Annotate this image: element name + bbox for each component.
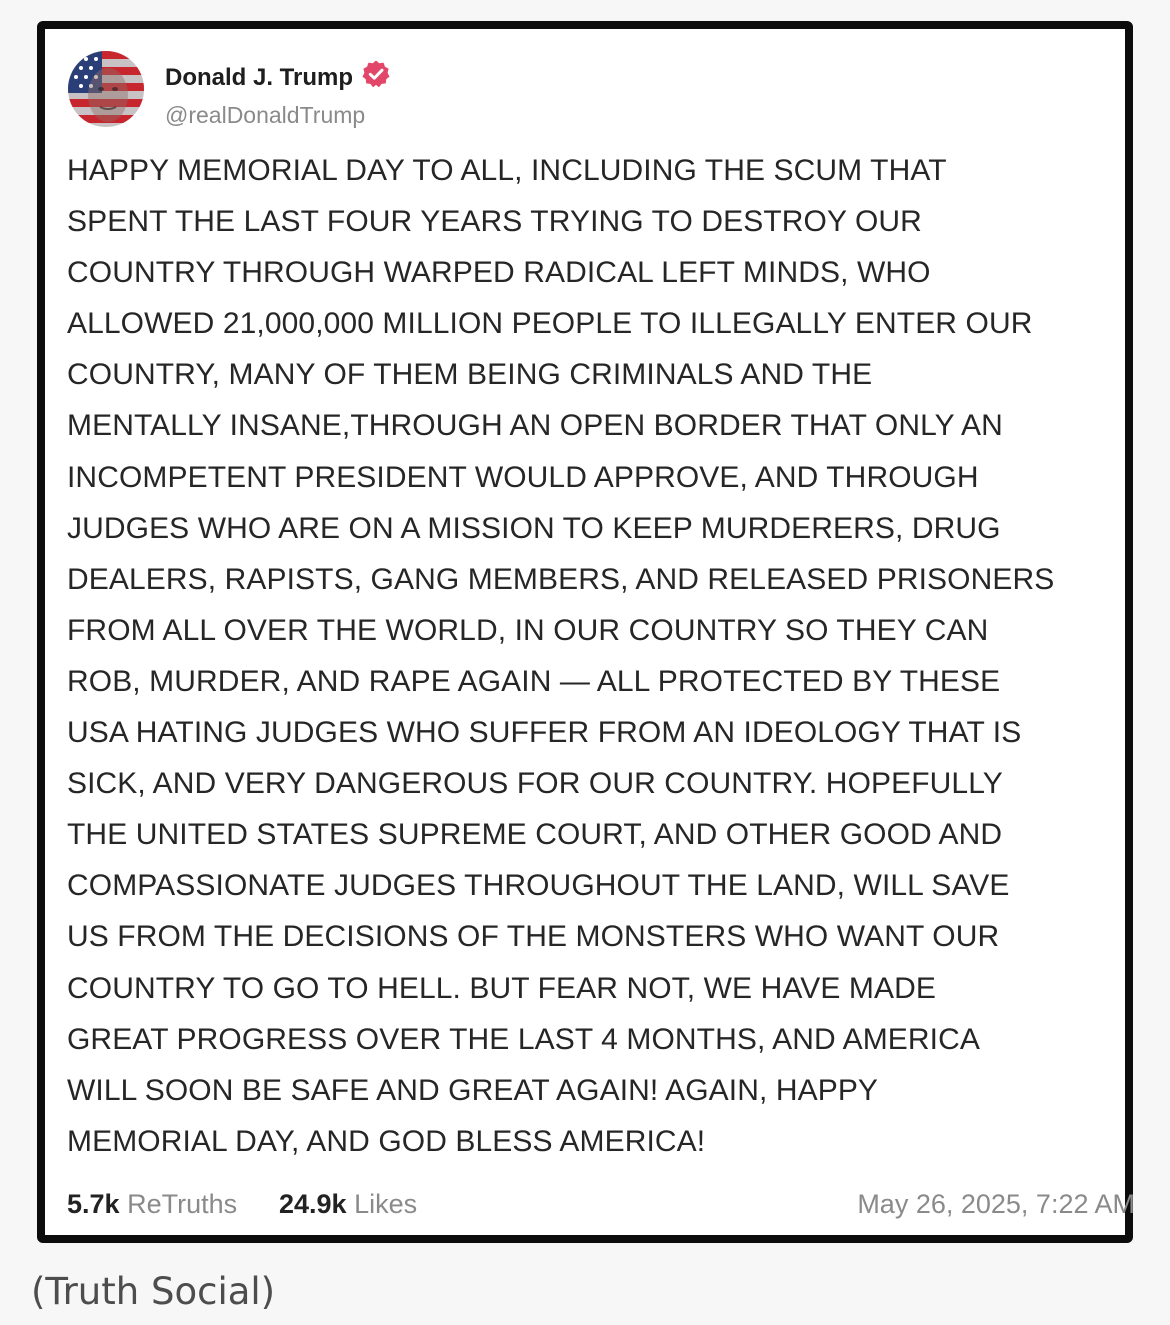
post-body-line: ROB, MURDER, AND RAPE AGAIN — ALL PROTECTED BY THESE: [67, 664, 1001, 698]
likes-stat[interactable]: [279, 1189, 417, 1220]
retruths-label: ReTruths: [127, 1189, 238, 1219]
post-body-line: ALLOWED 21,000,000 MILLION PEOPLE TO ILLEGALLY ENTER OUR: [67, 307, 1033, 341]
post-body-line: MEMORIAL DAY, AND GOD BLESS AMERICA!: [67, 1124, 706, 1158]
author-handle[interactable]: @realDonaldTrump: [165, 102, 366, 128]
post-body-line: USA HATING JUDGES WHO SUFFER FROM AN IDEOLOGY THAT IS: [67, 716, 1022, 750]
post-body-line: THE UNITED STATES SUPREME COURT, AND OTHER GOOD AND: [67, 818, 1003, 852]
post-body-line: COUNTRY TO GO TO HELL. BUT FEAR NOT, WE HAVE MADE: [67, 971, 936, 1005]
post-body-line: COUNTRY THROUGH WARPED RADICAL LEFT MINDS, WHO: [67, 256, 931, 290]
avatar[interactable]: [68, 51, 144, 127]
post-body-line: GREAT PROGRESS OVER THE LAST 4 MONTHS, AND AMERICA: [67, 1022, 980, 1056]
post-body: [67, 145, 1127, 1167]
post-timestamp[interactable]: May 26, 2025, 7:22 AM: [857, 1189, 1135, 1219]
retruths-count: 5.7k: [67, 1189, 120, 1219]
post-body-line: WILL SOON BE SAFE AND GREAT AGAIN! AGAIN, HAPPY: [67, 1073, 879, 1107]
author-name-text: Donald J. Trump: [165, 64, 354, 91]
post-body-line: US FROM THE DECISIONS OF THE MONSTERS WHO WANT OUR: [67, 920, 1000, 954]
avatar-flag-face-image: [68, 51, 144, 127]
source-caption: (Truth Social): [31, 1270, 276, 1313]
post-body-line: COMPASSIONATE JUDGES THROUGHOUT THE LAND, WILL SAVE: [67, 869, 1010, 903]
post-body-line: SICK, AND VERY DANGEROUS FOR OUR COUNTRY. HOPEFULLY: [67, 767, 1003, 801]
post-footer: [67, 1189, 1135, 1221]
likes-label: Likes: [354, 1189, 418, 1219]
post-body-line: FROM ALL OVER THE WORLD, IN OUR COUNTRY SO THEY CAN: [67, 613, 989, 647]
verified-badge-icon: [361, 59, 391, 89]
post-body-line: MENTALLY INSANE,THROUGH AN OPEN BORDER THAT ONLY AN: [67, 409, 1003, 443]
post-body-line: INCOMPETENT PRESIDENT WOULD APPROVE, AND THROUGH: [67, 460, 979, 494]
post-card: [37, 21, 1133, 1243]
post-body-line: HAPPY MEMORIAL DAY TO ALL, INCLUDING THE SCUM THAT: [67, 154, 947, 187]
retruths-stat[interactable]: [67, 1189, 237, 1220]
author-name[interactable]: [165, 59, 391, 92]
post-body-line: SPENT THE LAST FOUR YEARS TRYING TO DESTROY OUR: [67, 205, 922, 239]
likes-count: 24.9k: [279, 1189, 347, 1219]
post-body-line: DEALERS, RAPISTS, GANG MEMBERS, AND RELEASED PRISONERS: [67, 562, 1055, 596]
post-body-line: COUNTRY, MANY OF THEM BEING CRIMINALS AND THE: [67, 358, 873, 392]
post-body-line: JUDGES WHO ARE ON A MISSION TO KEEP MURDERERS, DRUG: [67, 511, 1001, 545]
